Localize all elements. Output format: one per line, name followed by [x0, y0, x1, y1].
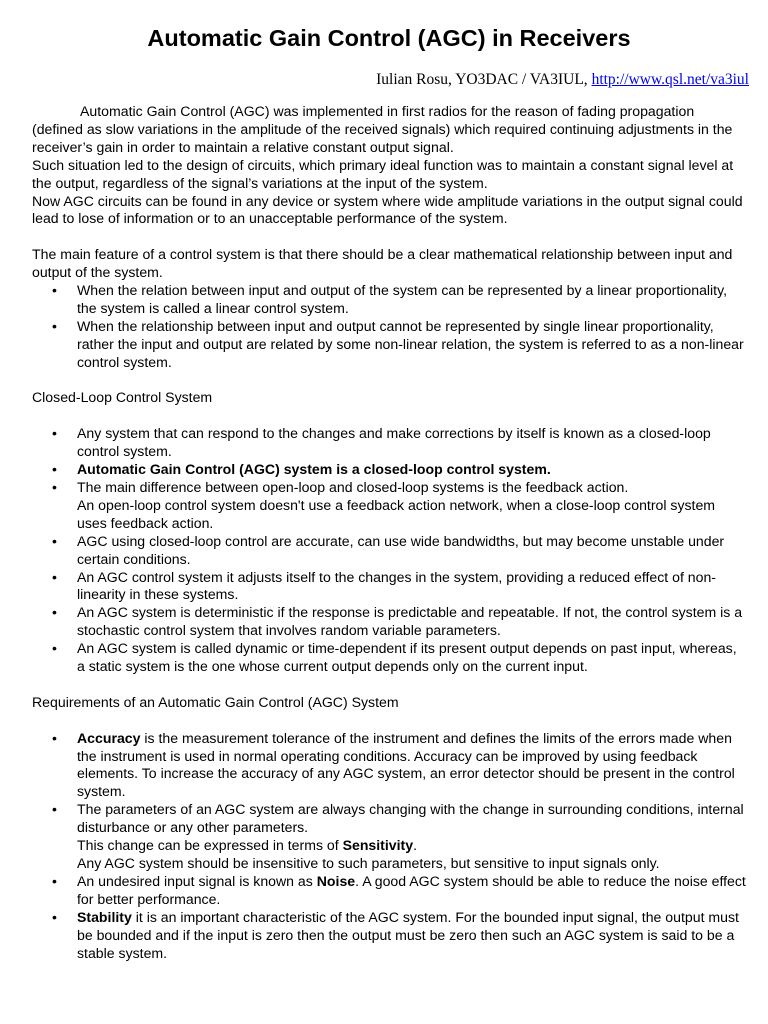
bullet-icon: •: [52, 640, 57, 657]
control-system-list: [32, 282, 746, 372]
requirements-list: [32, 730, 746, 963]
closed-loop-list: [32, 425, 746, 676]
bullet-icon: •: [52, 425, 57, 442]
bullet-icon: •: [52, 317, 57, 334]
list-item: • Automatic Gain Control (AGC) system is a closed-loop control system.: [52, 461, 551, 478]
list-item: • Any system that can respond to the changes and make corrections by itself is known as a closed-loop control system.: [52, 425, 711, 460]
bullet-icon: •: [52, 872, 57, 889]
list-item: • When the relationship between input and output cannot be represented by single linear proportionality, rather the input and output are related by some non-linear relation, the system is referred to as a non-linear control system.: [52, 317, 744, 370]
bullet-icon: •: [52, 568, 57, 585]
bullet-icon: •: [52, 461, 57, 478]
bullet-icon: •: [52, 478, 57, 495]
closed-loop-heading: Closed-Loop Control System: [32, 389, 213, 406]
list-item: • An undesired input signal is known as Noise. A good AGC system should be able to reduce the noise effect for better performance.: [52, 872, 746, 907]
intro-paragraph-3: Now AGC circuits can be found in any device or system where wide amplitude variations in the output signal could lead to lose of information or to an unacceptable performance of the system.: [32, 192, 743, 227]
list-item: • An AGC system is deterministic if the response is predictable and repeatable. If not, the control system is a stochastic control system that involves random variable parameters.: [52, 604, 743, 639]
list-item: • An AGC control system it adjusts itself to the changes in the system, providing a reduced effect of non-linearity in these systems.: [52, 568, 716, 603]
list-item: • Accuracy is the measurement tolerance of the instrument and defines the limits of the errors made when the instrument is used in normal operating conditions. Accuracy can be improved by using feedback elements. To increase the accuracy of any AGC system, an error detector should be present in the control system.: [52, 729, 735, 800]
bullet-icon: •: [52, 801, 57, 818]
list-item: • An AGC system is called dynamic or time-dependent if its present output depends on past input, whereas, a static system is the one whose current output depends only on the current input.: [52, 640, 737, 675]
control-system-paragraph: The main feature of a control system is that there should be a clear mathematical relationship between input and output of the system.: [32, 246, 733, 281]
intro-paragraph-1: Automatic Gain Control (AGC) was implemented in first radios for the reason of fading propagation (defined as slow variations in the amplitude of the received signals) which required continuing adjustments in the receiver’s gain in order to maintain a relative constant output signal.: [32, 103, 733, 155]
list-item: • AGC using closed-loop control are accurate, can use wide bandwidths, but may become unstable under certain conditions.: [52, 532, 725, 567]
bullet-icon: •: [52, 532, 57, 549]
list-item: • When the relation between input and output of the system can be represented by a linear proportionality, the system is called a linear control system.: [52, 282, 728, 316]
intro-paragraph-2: Such situation led to the design of circuits, which primary ideal function was to maintain a constant signal level at the output, regardless of the signal’s variations at the input of the system.: [32, 156, 734, 191]
list-item: • The parameters of an AGC system are always changing with the change in surrounding conditions, internal disturbance or any other parameters. This change can be expressed in terms of Sensitivity. Any AGC system should be insensitive to such parameters, but sensitive to input signals only.: [52, 801, 744, 871]
author-name: Iulian Rosu, YO3DAC / VA3IUL,: [376, 71, 592, 88]
list-item: • Stability it is an important characteristic of the AGC system. For the bounded input signal, the output must be bounded and if the input is zero then the output must be zero then such an AGC system is said to be a stable system.: [52, 908, 739, 961]
bullet-icon: •: [52, 604, 57, 621]
bullet-icon: •: [52, 282, 57, 299]
document-page: [32, 22, 749, 962]
list-item: • The main difference between open-loop and closed-loop systems is the feedback action. An open-loop control system doesn't use a feedback action network, when a close-loop control system uses feedback action.: [52, 478, 716, 531]
bullet-icon: •: [52, 908, 57, 925]
requirements-heading: Requirements of an Automatic Gain Control (AGC) System: [32, 693, 399, 710]
author-website-link[interactable]: http://www.qsl.net/va3iul: [591, 71, 749, 88]
author-line: [32, 70, 749, 90]
intro-section: [32, 103, 746, 228]
document-title: Automatic Gain Control (AGC) in Receivers: [147, 25, 631, 51]
bullet-icon: •: [52, 729, 57, 746]
